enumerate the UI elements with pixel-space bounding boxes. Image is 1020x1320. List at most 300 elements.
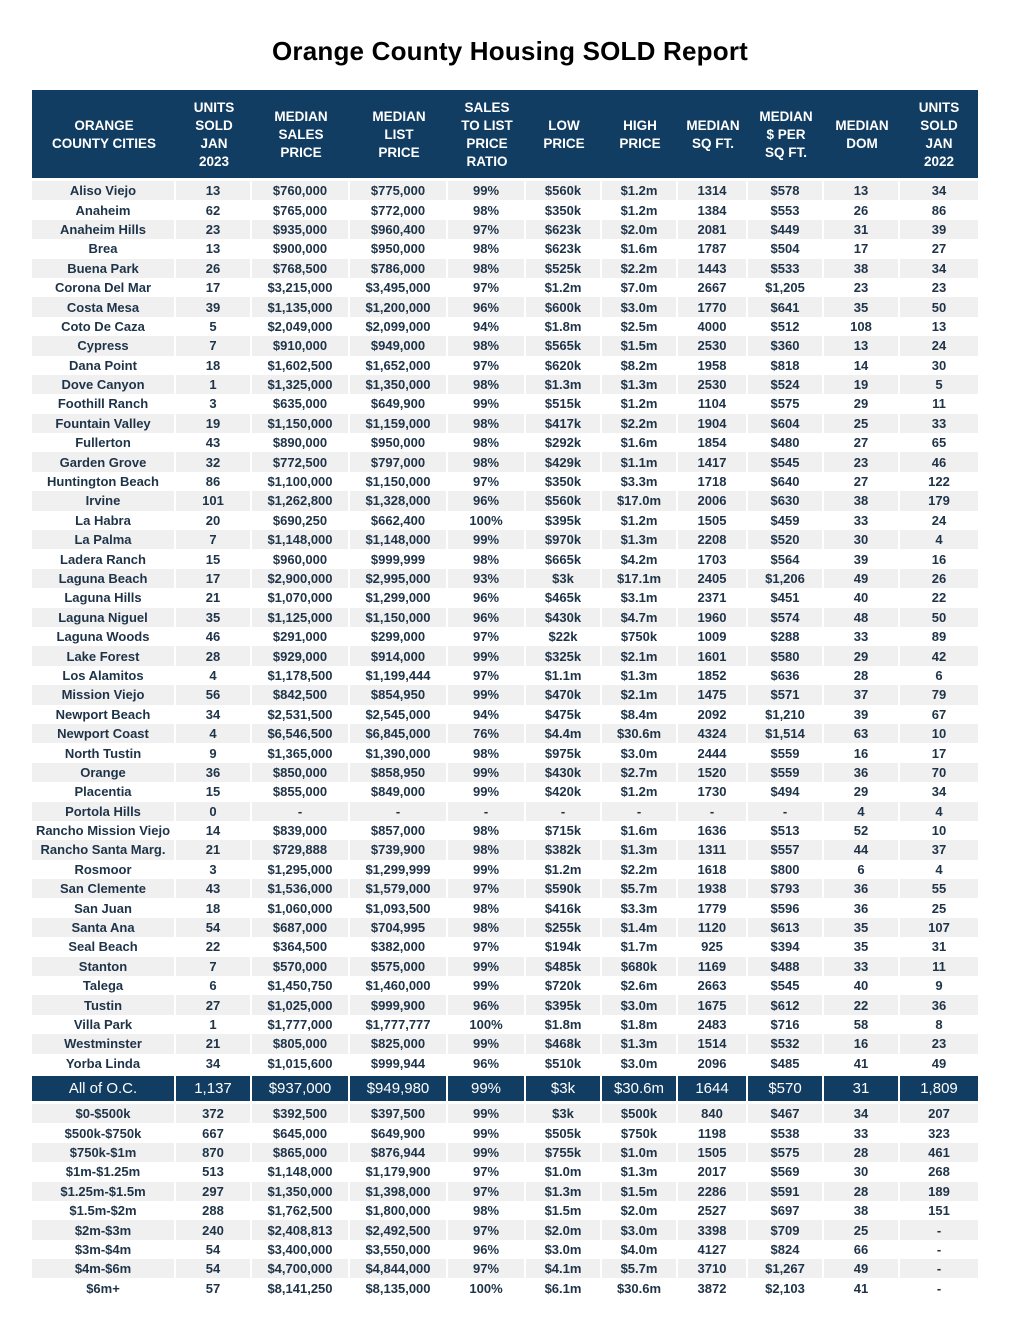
table-cell: 96%: [448, 1240, 526, 1259]
table-cell: $6.1m: [526, 1278, 602, 1297]
table-cell: 4127: [678, 1240, 748, 1259]
table-header: [32, 90, 978, 181]
table-cell: 1730: [678, 782, 748, 801]
table-cell: $1.2m: [602, 200, 678, 219]
table-cell: 3710: [678, 1259, 748, 1278]
column-header: [748, 90, 824, 178]
table-cell: 98%: [448, 840, 526, 859]
table-cell: $1.3m: [602, 375, 678, 394]
table-cell: $570,000: [252, 957, 350, 976]
city-row: [32, 685, 978, 704]
table-cell: $590k: [526, 879, 602, 898]
table-cell: 34: [900, 782, 978, 801]
table-cell: 44: [824, 840, 900, 859]
table-cell: $545: [748, 976, 824, 995]
table-cell: $1,295,000: [252, 860, 350, 879]
table-cell: 23: [176, 220, 252, 239]
table-cell: -: [748, 802, 824, 821]
table-cell: $950,000: [350, 433, 448, 452]
table-cell: 24: [900, 336, 978, 355]
table-cell: $1.3m: [602, 530, 678, 549]
table-cell: 4: [900, 802, 978, 821]
table-cell: $960,000: [252, 549, 350, 568]
column-header: [448, 90, 526, 178]
table-cell: $716: [748, 1015, 824, 1034]
city-row: [32, 336, 978, 355]
table-cell: $649,900: [350, 394, 448, 413]
table-cell: 24: [900, 511, 978, 530]
row-label: Seal Beach: [32, 937, 176, 956]
table-cell: $580: [748, 646, 824, 665]
table-cell: 8: [900, 1015, 978, 1034]
table-cell: $2.1m: [602, 685, 678, 704]
table-cell: 98%: [448, 259, 526, 278]
table-cell: 25: [900, 898, 978, 917]
table-cell: 97%: [448, 879, 526, 898]
city-row: [32, 879, 978, 898]
table-cell: 79: [900, 685, 978, 704]
table-cell: $382,000: [350, 937, 448, 956]
column-header-line: SOLD: [195, 117, 233, 133]
table-cell: 97%: [448, 627, 526, 646]
table-cell: 2667: [678, 278, 748, 297]
table-cell: $520: [748, 530, 824, 549]
table-cell: $575,000: [350, 957, 448, 976]
row-label: $3m-$4m: [32, 1240, 176, 1259]
table-cell: 99%: [448, 1076, 526, 1101]
table-cell: 323: [900, 1123, 978, 1142]
table-cell: 98%: [448, 200, 526, 219]
table-cell: 2081: [678, 220, 748, 239]
row-label: All of O.C.: [32, 1076, 176, 1101]
table-cell: $1.5m: [602, 336, 678, 355]
table-cell: 4: [900, 530, 978, 549]
table-cell: $613: [748, 918, 824, 937]
table-cell: 1443: [678, 259, 748, 278]
table-cell: $417k: [526, 414, 602, 433]
city-row: [32, 549, 978, 568]
table-cell: $825,000: [350, 1034, 448, 1053]
column-header-line: 2023: [198, 153, 230, 169]
table-cell: $3.0m: [526, 1240, 602, 1259]
table-cell: 39: [900, 220, 978, 239]
table-cell: 28: [176, 646, 252, 665]
table-cell: $2.0m: [602, 1201, 678, 1220]
table-body: [32, 181, 978, 1298]
table-cell: $855,000: [252, 782, 350, 801]
table-cell: $970k: [526, 530, 602, 549]
table-cell: 16: [824, 743, 900, 762]
row-label: Villa Park: [32, 1015, 176, 1034]
table-cell: $1.4m: [602, 918, 678, 937]
table-cell: 26: [176, 259, 252, 278]
table-cell: 29: [824, 782, 900, 801]
table-cell: 2286: [678, 1182, 748, 1201]
table-cell: $451: [748, 588, 824, 607]
price-range-row: [32, 1240, 978, 1259]
table-cell: $1,150,000: [252, 414, 350, 433]
table-cell: $255k: [526, 918, 602, 937]
city-row: [32, 259, 978, 278]
table-cell: 5: [176, 317, 252, 336]
row-label: Rancho Mission Viejo: [32, 821, 176, 840]
table-cell: 100%: [448, 1278, 526, 1297]
table-cell: 4000: [678, 317, 748, 336]
table-cell: 99%: [448, 1143, 526, 1162]
table-cell: 50: [900, 608, 978, 627]
table-cell: 99%: [448, 763, 526, 782]
table-cell: $596: [748, 898, 824, 917]
table-cell: 98%: [448, 821, 526, 840]
table-cell: 22: [900, 588, 978, 607]
column-header-line: SQ FT.: [764, 144, 807, 160]
column-header-line: 2022: [923, 153, 955, 169]
table-cell: 4: [824, 802, 900, 821]
table-cell: 11: [900, 957, 978, 976]
table-cell: $900,000: [252, 239, 350, 258]
table-cell: 1618: [678, 860, 748, 879]
city-row: [32, 995, 978, 1014]
table-cell: $292k: [526, 433, 602, 452]
table-cell: $2.7m: [602, 763, 678, 782]
table-cell: 21: [176, 840, 252, 859]
table-cell: 1938: [678, 879, 748, 898]
row-label: Aliso Viejo: [32, 181, 176, 200]
column-header: [678, 90, 748, 178]
table-cell: 1: [176, 375, 252, 394]
table-cell: $1.2m: [602, 181, 678, 200]
city-row: [32, 588, 978, 607]
table-cell: $1,199,444: [350, 666, 448, 685]
table-cell: 36: [824, 879, 900, 898]
table-cell: 1636: [678, 821, 748, 840]
column-header-line: PRICE: [378, 144, 420, 160]
table-cell: $5.7m: [602, 1259, 678, 1278]
table-cell: 1475: [678, 685, 748, 704]
table-cell: $470k: [526, 685, 602, 704]
table-cell: 268: [900, 1162, 978, 1181]
table-cell: 96%: [448, 588, 526, 607]
table-cell: $2,545,000: [350, 705, 448, 724]
table-cell: 97%: [448, 937, 526, 956]
table-cell: 21: [176, 588, 252, 607]
table-cell: $564: [748, 549, 824, 568]
table-cell: $715k: [526, 821, 602, 840]
table-cell: 70: [900, 763, 978, 782]
table-cell: $485k: [526, 957, 602, 976]
table-cell: $1,070,000: [252, 588, 350, 607]
row-label: Laguna Woods: [32, 627, 176, 646]
table-cell: $750k: [602, 1123, 678, 1142]
table-cell: 13: [176, 181, 252, 200]
table-cell: $8,135,000: [350, 1278, 448, 1297]
table-cell: 151: [900, 1201, 978, 1220]
table-cell: $1,205: [748, 278, 824, 297]
table-cell: 35: [824, 297, 900, 316]
table-cell: 99%: [448, 860, 526, 879]
table-cell: $623k: [526, 220, 602, 239]
table-cell: 52: [824, 821, 900, 840]
table-cell: 7: [176, 336, 252, 355]
table-cell: 86: [900, 200, 978, 219]
city-row: [32, 627, 978, 646]
city-row: [32, 491, 978, 510]
table-cell: 31: [824, 220, 900, 239]
table-cell: $1,536,000: [252, 879, 350, 898]
table-cell: 27: [900, 239, 978, 258]
table-cell: 1703: [678, 549, 748, 568]
price-range-row: [32, 1201, 978, 1220]
table-cell: 4: [900, 860, 978, 879]
table-cell: $4.7m: [602, 608, 678, 627]
row-label: Laguna Hills: [32, 588, 176, 607]
row-label: Fullerton: [32, 433, 176, 452]
table-cell: $3,400,000: [252, 1240, 350, 1259]
table-cell: 3872: [678, 1278, 748, 1297]
table-cell: $640: [748, 472, 824, 491]
column-header-line: SALES: [278, 126, 324, 142]
table-cell: $3,495,000: [350, 278, 448, 297]
table-cell: 240: [176, 1220, 252, 1239]
column-header-line: PRICE: [280, 144, 322, 160]
table-cell: 1787: [678, 239, 748, 258]
table-cell: 97%: [448, 356, 526, 375]
table-cell: $1,777,777: [350, 1015, 448, 1034]
table-cell: $630: [748, 491, 824, 510]
column-header-line: SOLD: [920, 117, 958, 133]
table-cell: 18: [176, 898, 252, 917]
table-cell: $1.2m: [602, 511, 678, 530]
table-cell: $30.6m: [602, 1278, 678, 1297]
table-cell: 33: [824, 957, 900, 976]
table-cell: $559: [748, 743, 824, 762]
table-cell: $935,000: [252, 220, 350, 239]
table-cell: 25: [824, 414, 900, 433]
table-cell: $1,350,000: [350, 375, 448, 394]
city-row: [32, 530, 978, 549]
table-cell: 22: [824, 995, 900, 1014]
row-label: Tustin: [32, 995, 176, 1014]
table-cell: $557: [748, 840, 824, 859]
table-cell: 34: [900, 259, 978, 278]
table-cell: $1,390,000: [350, 743, 448, 762]
table-cell: $2,049,000: [252, 317, 350, 336]
table-cell: $1,200,000: [350, 297, 448, 316]
table-cell: $1.0m: [602, 1143, 678, 1162]
table-cell: 3: [176, 860, 252, 879]
row-label: Los Alamitos: [32, 666, 176, 685]
table-cell: $1,210: [748, 705, 824, 724]
table-cell: $578: [748, 181, 824, 200]
table-cell: 14: [176, 821, 252, 840]
table-cell: $350k: [526, 200, 602, 219]
table-cell: $565k: [526, 336, 602, 355]
city-row: [32, 840, 978, 859]
city-row: [32, 802, 978, 821]
row-label: Stanton: [32, 957, 176, 976]
column-header: [526, 90, 602, 178]
table-cell: -: [602, 802, 678, 821]
table-cell: $1,025,000: [252, 995, 350, 1014]
table-cell: 98%: [448, 898, 526, 917]
table-cell: $690,250: [252, 511, 350, 530]
column-header-line: JAN: [925, 135, 953, 151]
column-header-line: PRICE: [466, 135, 508, 151]
table-cell: $574: [748, 608, 824, 627]
table-cell: $1.6m: [602, 433, 678, 452]
table-cell: $1,150,000: [350, 472, 448, 491]
table-cell: 36: [824, 898, 900, 917]
city-row: [32, 898, 978, 917]
table-cell: 22: [176, 937, 252, 956]
table-cell: $649,900: [350, 1123, 448, 1142]
table-cell: $704,995: [350, 918, 448, 937]
table-cell: 41: [824, 1278, 900, 1297]
table-cell: $500k: [602, 1104, 678, 1123]
table-cell: $768,500: [252, 259, 350, 278]
table-cell: $739,900: [350, 840, 448, 859]
row-label: Laguna Niguel: [32, 608, 176, 627]
table-cell: 1314: [678, 181, 748, 200]
table-cell: 189: [900, 1182, 978, 1201]
table-cell: $623k: [526, 239, 602, 258]
price-range-row: [32, 1278, 978, 1297]
table-cell: 34: [900, 181, 978, 200]
table-cell: $3.0m: [602, 1054, 678, 1073]
table-cell: $2.2m: [602, 259, 678, 278]
city-row: [32, 472, 978, 491]
table-cell: 96%: [448, 995, 526, 1014]
report-title: Orange County Housing SOLD Report: [271, 36, 749, 66]
table-cell: $1.1m: [526, 666, 602, 685]
table-cell: $858,950: [350, 763, 448, 782]
table-cell: 2527: [678, 1201, 748, 1220]
table-cell: $1,398,000: [350, 1182, 448, 1201]
table-cell: 54: [176, 918, 252, 937]
row-label: Anaheim Hills: [32, 220, 176, 239]
table-cell: $3.1m: [602, 588, 678, 607]
table-cell: 43: [176, 433, 252, 452]
table-cell: 94%: [448, 705, 526, 724]
row-label: $1m-$1.25m: [32, 1162, 176, 1181]
table-cell: 207: [900, 1104, 978, 1123]
table-cell: 1904: [678, 414, 748, 433]
table-cell: 26: [824, 200, 900, 219]
table-cell: 38: [824, 259, 900, 278]
table-cell: $1,579,000: [350, 879, 448, 898]
table-cell: $1.8m: [526, 1015, 602, 1034]
table-cell: $1.0m: [526, 1162, 602, 1181]
table-cell: $2.2m: [602, 414, 678, 433]
row-label: Costa Mesa: [32, 297, 176, 316]
table-cell: $635,000: [252, 394, 350, 413]
row-label: La Habra: [32, 511, 176, 530]
table-cell: 2006: [678, 491, 748, 510]
column-header-line: UNITS: [918, 99, 960, 115]
table-cell: 17: [176, 278, 252, 297]
table-cell: $560k: [526, 181, 602, 200]
table-cell: 1770: [678, 297, 748, 316]
table-cell: $1,015,600: [252, 1054, 350, 1073]
table-cell: 372: [176, 1104, 252, 1123]
table-cell: $1,093,500: [350, 898, 448, 917]
city-row: [32, 860, 978, 879]
column-header: [32, 90, 176, 178]
table-cell: 40: [824, 588, 900, 607]
table-cell: 16: [824, 1034, 900, 1053]
column-header-line: UNITS: [193, 99, 235, 115]
table-cell: 3: [176, 394, 252, 413]
table-cell: $364,500: [252, 937, 350, 956]
table-cell: $8.4m: [602, 705, 678, 724]
table-cell: $591: [748, 1182, 824, 1201]
table-cell: 39: [824, 705, 900, 724]
row-label: Lake Forest: [32, 646, 176, 665]
table-cell: 1120: [678, 918, 748, 937]
column-header-line: LOW: [548, 117, 580, 133]
table-cell: $22k: [526, 627, 602, 646]
city-row: [32, 278, 978, 297]
table-cell: 16: [900, 549, 978, 568]
table-cell: 27: [176, 995, 252, 1014]
table-cell: 23: [824, 278, 900, 297]
table-cell: $194k: [526, 937, 602, 956]
table-cell: $1,652,000: [350, 356, 448, 375]
column-header-line: SALES: [464, 99, 510, 115]
table-cell: $513: [748, 821, 824, 840]
table-cell: $291,000: [252, 627, 350, 646]
table-cell: 2208: [678, 530, 748, 549]
table-cell: 1417: [678, 452, 748, 471]
table-cell: $475k: [526, 705, 602, 724]
table-cell: 42: [900, 646, 978, 665]
table-cell: $1.3m: [602, 666, 678, 685]
table-cell: 2096: [678, 1054, 748, 1073]
row-label: Coto De Caza: [32, 317, 176, 336]
table-cell: $797,000: [350, 452, 448, 471]
table-cell: $2.2m: [602, 860, 678, 879]
city-row: [32, 317, 978, 336]
table-cell: 58: [824, 1015, 900, 1034]
table-cell: 1009: [678, 627, 748, 646]
table-cell: 10: [900, 724, 978, 743]
table-cell: 1514: [678, 1034, 748, 1053]
row-label: Irvine: [32, 491, 176, 510]
table-cell: $824: [748, 1240, 824, 1259]
table-cell: $1,100,000: [252, 472, 350, 491]
row-label: Talega: [32, 976, 176, 995]
table-cell: $697: [748, 1201, 824, 1220]
table-cell: $910,000: [252, 336, 350, 355]
table-cell: $3.0m: [602, 743, 678, 762]
table-cell: 36: [176, 763, 252, 782]
price-range-row: [32, 1162, 978, 1181]
table-cell: $1,206: [748, 569, 824, 588]
table-cell: 5: [900, 375, 978, 394]
table-cell: $2,900,000: [252, 569, 350, 588]
table-cell: -: [678, 802, 748, 821]
table-cell: $950,000: [350, 239, 448, 258]
table-cell: 99%: [448, 1034, 526, 1053]
table-cell: 13: [824, 336, 900, 355]
table-cell: 23: [824, 452, 900, 471]
row-label: San Juan: [32, 898, 176, 917]
table-cell: 98%: [448, 918, 526, 937]
table-cell: $538: [748, 1123, 824, 1142]
table-cell: $571: [748, 685, 824, 704]
table-cell: $2.1m: [602, 646, 678, 665]
table-cell: 43: [176, 879, 252, 898]
